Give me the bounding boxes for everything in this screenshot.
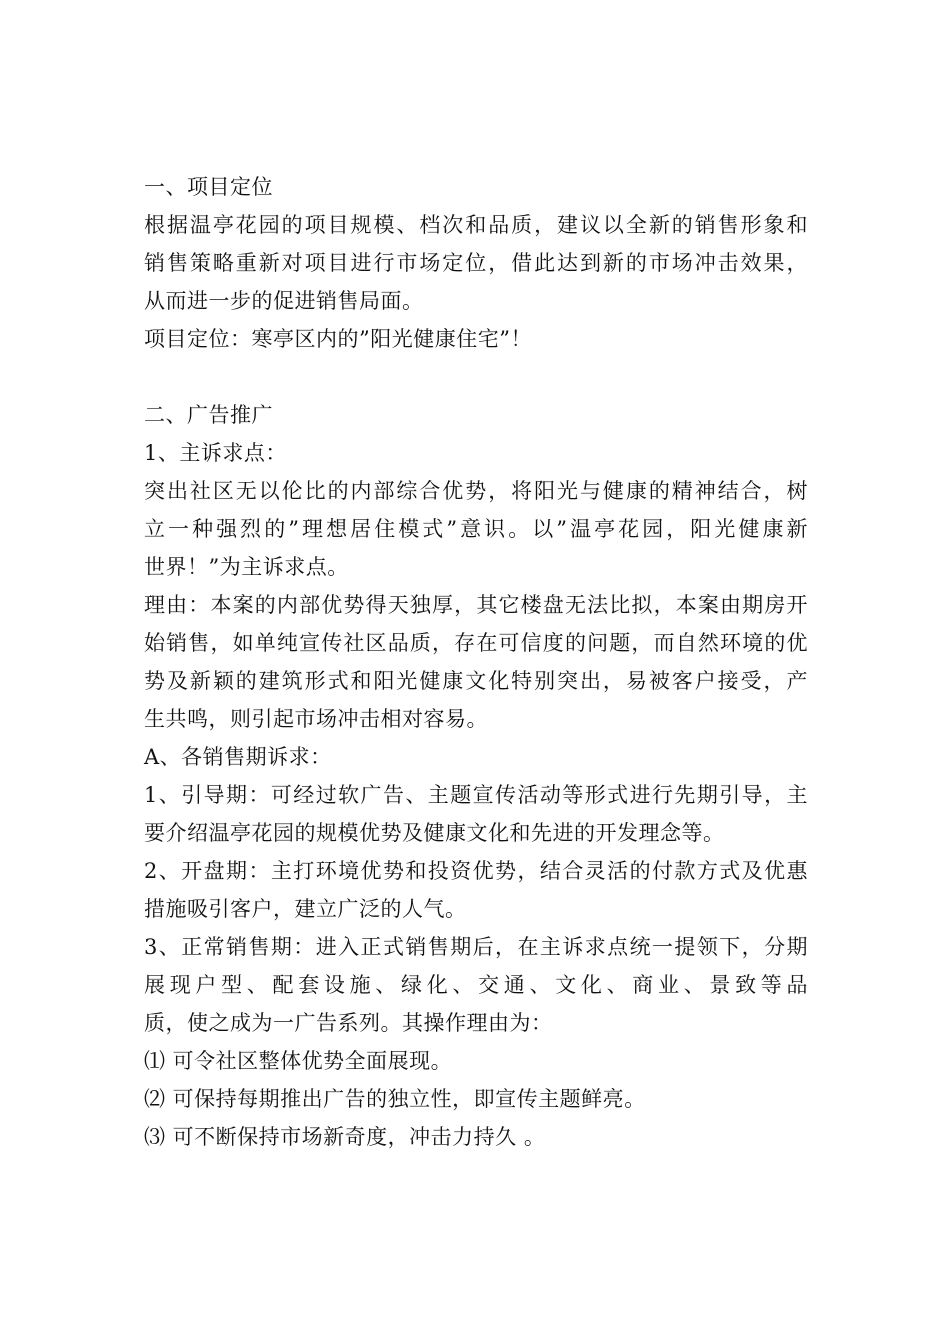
subheading: A、各销售期诉求： xyxy=(144,745,332,769)
section-heading: 一、项目定位 xyxy=(144,175,273,199)
paragraph-line: 质，使之成为一广告系列。其操作理由为： xyxy=(144,1011,553,1035)
paragraph-line: 2、开盘期：主打环境优势和投资优势，结合灵活的付款方式及优惠 xyxy=(144,859,808,883)
list-item: ⑴ 可令社区整体优势全面展现。 xyxy=(144,1049,453,1073)
paragraph-line: 始销售，如单纯宣传社区品质，存在可信度的问题，而自然环境的优 xyxy=(144,631,808,655)
list-item: ⑵ 可保持每期推出广告的独立性，即宣传主题鲜亮。 xyxy=(144,1087,646,1111)
paragraph-line: 1、引导期：可经过软广告、主题宣传活动等形式进行先期引导，主 xyxy=(144,783,808,807)
paragraph-line: 生共鸣，则引起市场冲击相对容易。 xyxy=(144,707,488,731)
paragraph-line: 措施吸引客户，建立广泛的人气。 xyxy=(144,897,467,921)
paragraph-line: 根据温亭花园的项目规模、档次和品质，建议以全新的销售形象和 xyxy=(144,213,808,237)
paragraph-line: 立一种强烈的”理想居住模式”意识。以”温亭花园，阳光健康新 xyxy=(144,517,808,541)
section-spacer xyxy=(144,358,808,396)
paragraph-line: 要介绍温亭花园的规模优势及健康文化和先进的开发理念等。 xyxy=(144,821,725,845)
document-page xyxy=(144,168,808,1156)
paragraph-line: 理由：本案的内部优势得天独厚，其它楼盘无法比拟，本案由期房开 xyxy=(144,593,808,617)
list-item: ⑶ 可不断保持市场新奇度，冲击力持久 。 xyxy=(144,1125,546,1149)
section-heading: 二、广告推广 xyxy=(144,403,273,427)
paragraph-line: 突出社区无以伦比的内部综合优势，将阳光与健康的精神结合，树 xyxy=(144,479,808,503)
paragraph-line: 世界！”为主诉求点。 xyxy=(144,555,349,579)
paragraph-line: 展现户型、配套设施、绿化、交通、文化、商业、景致等品 xyxy=(144,973,808,997)
paragraph-line: 势及新颖的建筑形式和阳光健康文化特别突出，易被客户接受，产 xyxy=(144,669,808,693)
positioning-statement: 项目定位：寒亭区内的”阳光健康住宅”！ xyxy=(144,327,532,351)
paragraph-line: 销售策略重新对项目进行市场定位，借此达到新的市场冲击效果， xyxy=(144,251,808,275)
paragraph-line: 从而进一步的促进销售局面。 xyxy=(144,289,424,313)
paragraph-line: 3、正常销售期：进入正式销售期后，在主诉求点统一提领下，分期 xyxy=(144,935,808,959)
subheading: 1、主诉求点： xyxy=(144,441,287,465)
